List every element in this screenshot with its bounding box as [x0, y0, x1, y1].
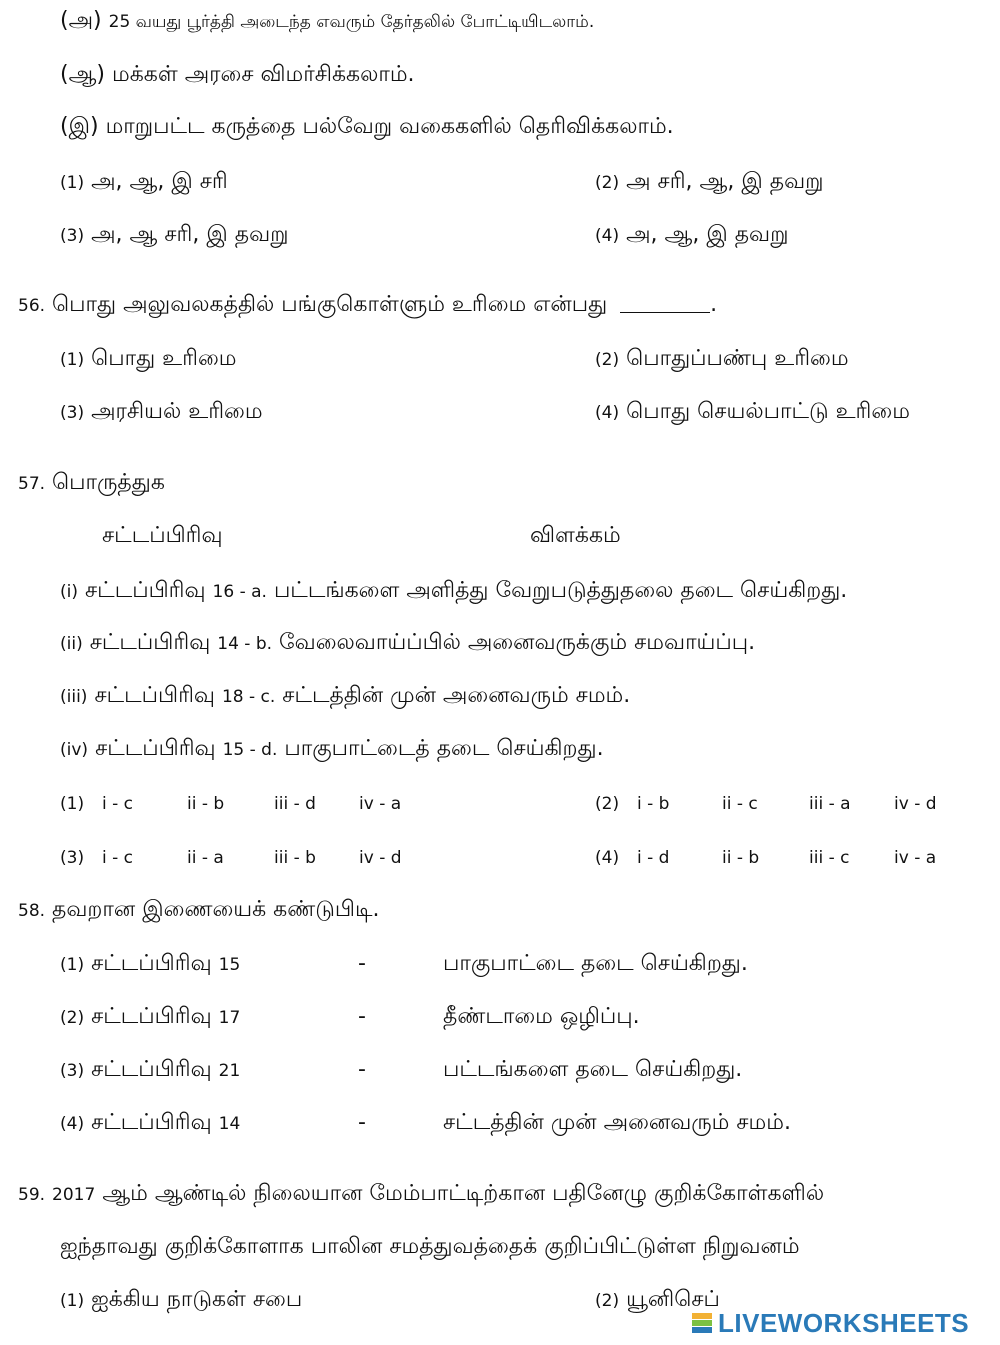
q59-option-2[interactable]: (2) யூனிசெப் [595, 1287, 720, 1312]
liveworksheets-logo-icon [692, 1313, 712, 1333]
q57-option-1[interactable]: (1) i - c ii - b iii - d iv - a [60, 794, 402, 814]
q59-option-1[interactable]: (1) ஐக்கிய நாடுகள் சபை [60, 1287, 303, 1312]
statement-a: (அ) 25 வயது பூர்த்தி அடைந்த எவரும் தேர்தலில் போட்டியிடலாம். [60, 8, 595, 33]
q57-option-2[interactable]: (2) i - b ii - c iii - a iv - d [595, 794, 937, 814]
q57-match-row: (i) சட்டப்பிரிவு 16 - a. பட்டங்களை அளித்து வேறுபடுத்துதலை தடை செய்கிறது. [60, 578, 848, 603]
q59-question-line1: 59. 2017 ஆம் ஆண்டில் நிலையான மேம்பாட்டிற்கான பதினேழு குறிக்கோள்களில் [18, 1181, 825, 1206]
q57-match-row: (iv) சட்டப்பிரிவு 15 - d. பாகுபாட்டைத் தடை செய்கிறது. [60, 736, 604, 761]
statement-i: (இ) மாறுபட்ட கருத்தை பல்வேறு வகைகளில் தெரிவிக்கலாம். [60, 114, 674, 139]
q57-column-b-heading: விளக்கம் [530, 523, 621, 548]
q57-column-a-heading: சட்டப்பிரிவு [102, 523, 223, 548]
q58-option-3[interactable]: (3) சட்டப்பிரிவு 21 - பட்டங்களை தடை செய்கிறது. [60, 1057, 743, 1082]
q57-option-4[interactable]: (4) i - d ii - b iii - c iv - a [595, 848, 937, 868]
q59-question-line2: ஐந்தாவது குறிக்கோளாக பாலின சமத்துவத்தைக் குறிப்பிட்டுள்ள நிறுவனம் [60, 1234, 800, 1259]
q57-option-3[interactable]: (3) i - c ii - a iii - b iv - d [60, 848, 402, 868]
liveworksheets-watermark [692, 1305, 969, 1341]
prev-option-4[interactable]: (4) அ, ஆ, இ தவறு [595, 222, 789, 247]
prev-option-2[interactable]: (2) அ சரி, ஆ, இ தவறு [595, 169, 824, 194]
q58-question: 58. தவறான இணையைக் கண்டுபிடி. [18, 897, 380, 922]
q56-option-4[interactable]: (4) பொது செயல்பாட்டு உரிமை [595, 399, 910, 424]
q56-option-1[interactable]: (1) பொது உரிமை [60, 346, 237, 371]
q57-question: 57. பொருத்துக [18, 470, 165, 495]
q58-option-2[interactable]: (2) சட்டப்பிரிவு 17 - தீண்டாமை ஒழிப்பு. [60, 1004, 640, 1029]
prev-option-1[interactable]: (1) அ, ஆ, இ சரி [60, 169, 228, 194]
q58-option-1[interactable]: (1) சட்டப்பிரிவு 15 - பாகுபாட்டை தடை செய்கிறது. [60, 951, 748, 976]
q56-question: 56. பொது அலுவலகத்தில் பங்குகொள்ளும் உரிமை என்பது . [18, 292, 718, 317]
q56-option-2[interactable]: (2) பொதுப்பண்பு உரிமை [595, 346, 849, 371]
answer-blank [620, 312, 710, 313]
prev-option-3[interactable]: (3) அ, ஆ சரி, இ தவறு [60, 222, 289, 247]
q56-option-3[interactable]: (3) அரசியல் உரிமை [60, 399, 263, 424]
watermark-text: LIVEWORKSHEETS [718, 1307, 970, 1338]
statement-aa: (ஆ) மக்கள் அரசை விமர்சிக்கலாம். [60, 62, 415, 87]
q57-match-row: (iii) சட்டப்பிரிவு 18 - c. சட்டத்தின் முன் அனைவரும் சமம். [60, 683, 631, 708]
q57-match-row: (ii) சட்டப்பிரிவு 14 - b. வேலைவாய்ப்பில் அனைவருக்கும் சமவாய்ப்பு. [60, 630, 756, 655]
q58-option-4[interactable]: (4) சட்டப்பிரிவு 14 - சட்டத்தின் முன் அனைவரும் சமம். [60, 1110, 791, 1135]
